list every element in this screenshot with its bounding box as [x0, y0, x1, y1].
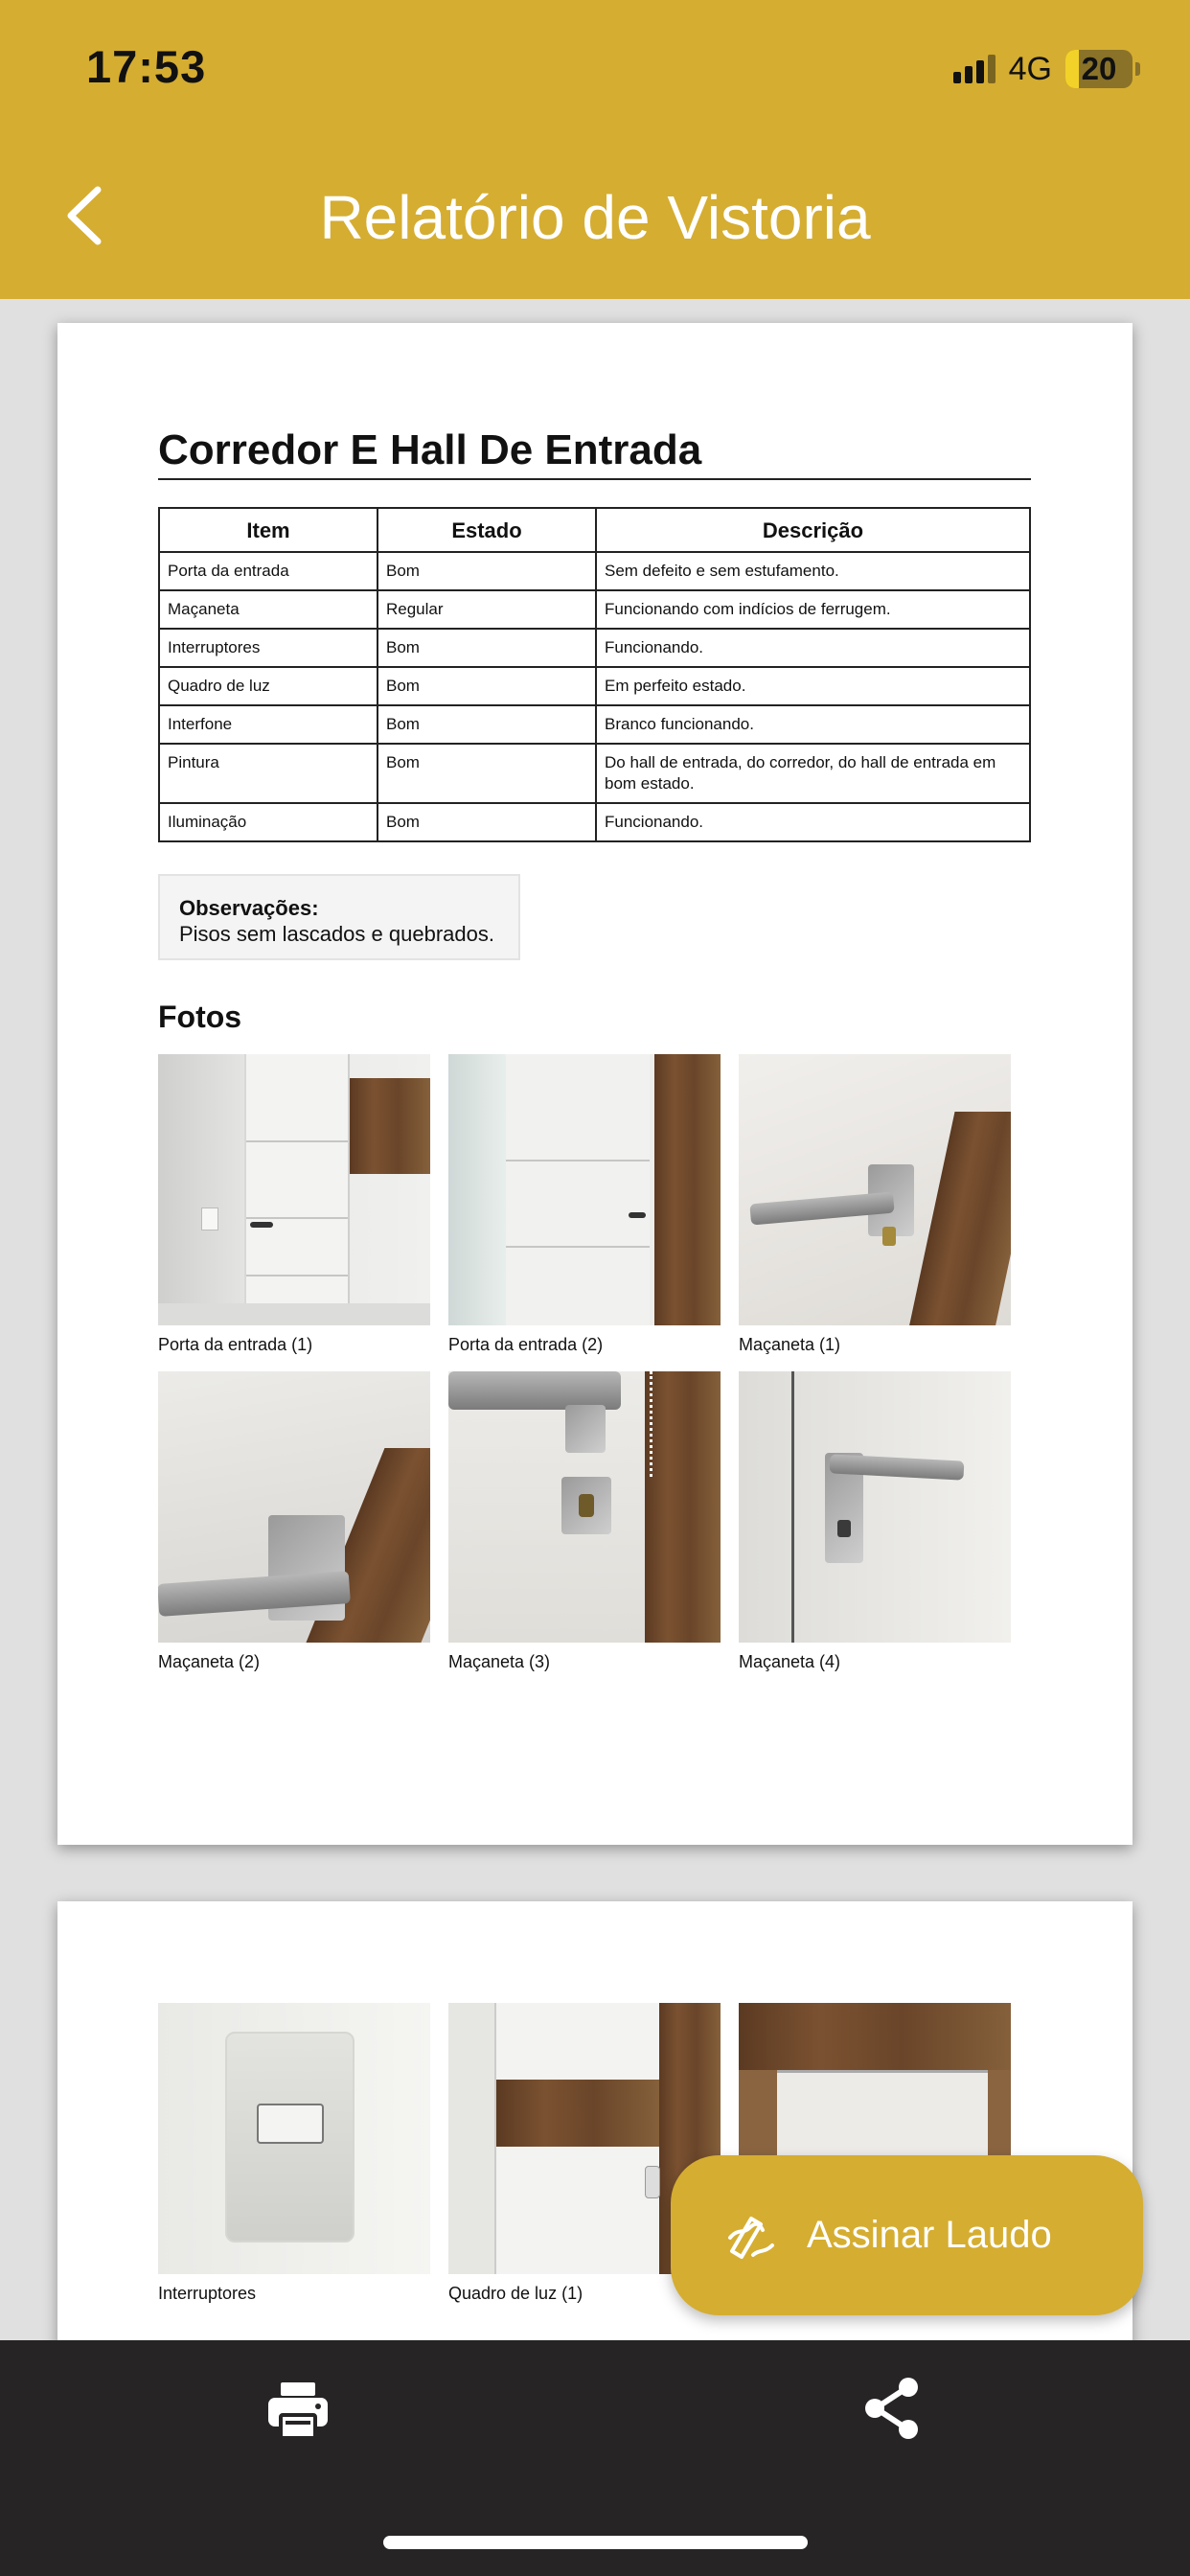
battery-icon: [1065, 50, 1140, 88]
cell-item: Porta da entrada: [159, 552, 378, 590]
network-type: 4G: [1008, 50, 1052, 87]
photos-heading: Fotos: [158, 1000, 242, 1034]
cell-item: Interruptores: [159, 629, 378, 667]
cell-estado: Bom: [378, 629, 596, 667]
table-row: [159, 803, 1030, 841]
cell-estado: Bom: [378, 744, 596, 803]
table-row: [159, 590, 1030, 629]
table-row: [159, 552, 1030, 590]
sign-report-label: Assinar Laudo: [807, 2214, 1052, 2256]
signature-icon: [724, 2209, 778, 2263]
cell-item: Pintura: [159, 744, 378, 803]
cell-descricao: Funcionando.: [596, 803, 1030, 841]
photo-caption: Porta da entrada (2): [448, 1335, 604, 1354]
cell-descricao: Branco funcionando.: [596, 705, 1030, 744]
cell-item: Interfone: [159, 705, 378, 744]
photo-caption: Maçaneta (3): [448, 1652, 551, 1671]
photo-image: [739, 1371, 1011, 1643]
sign-report-button[interactable]: [671, 2155, 1143, 2315]
photo-item[interactable]: [158, 1054, 430, 1355]
cell-estado: Bom: [378, 552, 596, 590]
page-title: Relatório de Vistoria: [319, 183, 871, 252]
report-page-1: [57, 323, 1133, 1845]
photo-image: [448, 1371, 721, 1643]
section-title: Corredor E Hall De Entrada: [158, 426, 702, 473]
status-indicators: [953, 48, 1140, 90]
cell-estado: Regular: [378, 590, 596, 629]
observations-label: Observações:: [179, 896, 319, 920]
share-icon: [858, 2375, 926, 2442]
cell-estado: Bom: [378, 667, 596, 705]
photo-item[interactable]: [158, 1371, 430, 1672]
status-time: 17:53: [86, 41, 207, 92]
column-header-descricao: Descrição: [596, 508, 1030, 552]
table-row: [159, 705, 1030, 744]
app-header: [0, 0, 1190, 299]
photo-caption: Interruptores: [158, 2284, 257, 2303]
cell-item: Iluminação: [159, 803, 378, 841]
cell-descricao: Em perfeito estado.: [596, 667, 1030, 705]
photo-item[interactable]: [739, 1371, 1011, 1672]
cell-estado: Bom: [378, 803, 596, 841]
photo-item[interactable]: [158, 2003, 430, 2304]
observations-text: Pisos sem lascados e quebrados.: [179, 922, 494, 946]
cell-estado: Bom: [378, 705, 596, 744]
battery-percent: 20: [1081, 51, 1117, 86]
cell-item: Maçaneta: [159, 590, 378, 629]
cell-descricao: Do hall de entrada, do corredor, do hall de entrada em bom estado.: [596, 744, 1030, 803]
photo-image: [158, 2003, 430, 2274]
column-header-estado: Estado: [378, 508, 596, 552]
observations-box: [158, 874, 520, 960]
photo-caption: Porta da entrada (1): [158, 1335, 313, 1354]
cell-descricao: Funcionando.: [596, 629, 1030, 667]
photo-image: [739, 1054, 1011, 1325]
table-row: [159, 629, 1030, 667]
cell-item: Quadro de luz: [159, 667, 378, 705]
photo-caption: Maçaneta (1): [739, 1335, 841, 1354]
title-divider: [158, 478, 1031, 480]
print-button[interactable]: [264, 2377, 332, 2444]
table-row: [159, 667, 1030, 705]
table-row: [159, 744, 1030, 803]
photo-item[interactable]: [739, 1054, 1011, 1355]
signal-icon: [953, 55, 995, 83]
photo-item[interactable]: [448, 1371, 721, 1672]
printer-icon: [264, 2377, 332, 2444]
table-header-row: [159, 508, 1030, 552]
home-indicator[interactable]: [383, 2536, 808, 2549]
photo-item[interactable]: [448, 1054, 721, 1355]
inspection-table: [158, 507, 1031, 842]
photo-image: [158, 1371, 430, 1643]
cell-descricao: Sem defeito e sem estufamento.: [596, 552, 1030, 590]
photo-caption: Maçaneta (2): [158, 1652, 261, 1671]
photo-caption: Maçaneta (4): [739, 1652, 841, 1671]
share-button[interactable]: [858, 2375, 926, 2442]
column-header-item: Item: [159, 508, 378, 552]
photo-image: [448, 1054, 721, 1325]
cell-descricao: Funcionando com indícios de ferrugem.: [596, 590, 1030, 629]
photo-caption: Quadro de luz (1): [448, 2284, 584, 2303]
photo-image: [158, 1054, 430, 1325]
